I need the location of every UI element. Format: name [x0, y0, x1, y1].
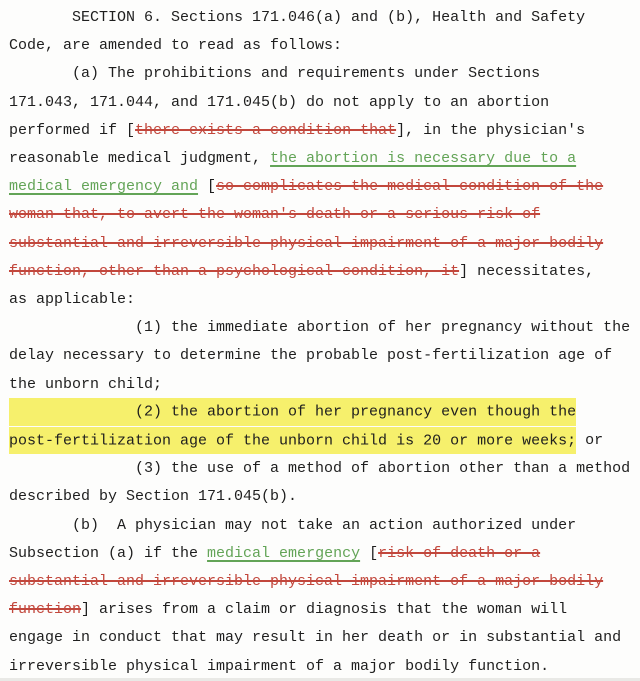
- text-run: the unborn child;: [9, 375, 163, 393]
- deleted-text-run: woman that, to avert the woman's death or a serious risk of: [9, 206, 541, 224]
- doc-line: [9, 314, 640, 342]
- inserted-text-run: medical emergency: [207, 544, 361, 562]
- highlighted-text-run: (2) the abortion of her pregnancy even though the: [9, 398, 576, 426]
- doc-line: [9, 117, 640, 145]
- doc-line: [9, 258, 640, 286]
- text-run: ] necessitates,: [459, 262, 595, 280]
- bill-text: [9, 4, 640, 681]
- text-run: described by Section 171.045(b).: [9, 488, 298, 506]
- text-run: [: [360, 544, 379, 562]
- text-run: performed if [: [9, 121, 136, 139]
- text-run: [: [198, 178, 217, 196]
- text-run: Subsection (a) if the: [9, 544, 208, 562]
- deleted-text-run: function, other than a psychological condition, it: [9, 262, 460, 280]
- deleted-text-run: so complicates the medical condition of the: [216, 178, 604, 196]
- doc-line: [9, 89, 640, 117]
- doc-line: [9, 427, 640, 455]
- highlighted-text-run: post-fertilization age of the unborn child is 20 or more weeks;: [9, 427, 576, 455]
- doc-line: [9, 483, 640, 511]
- text-run: (b) A physician may not take an action authorized under: [9, 516, 577, 534]
- doc-line: [9, 173, 640, 201]
- deleted-text-run: risk of death or a: [378, 544, 541, 562]
- doc-line: [9, 230, 640, 258]
- doc-line: [9, 60, 640, 88]
- inserted-text-run: the abortion is necessary due to a: [270, 150, 577, 168]
- doc-line: [9, 540, 640, 568]
- doc-line: [9, 624, 640, 652]
- doc-line: [9, 4, 640, 32]
- text-run: (a) The prohibitions and requirements under Sections: [9, 65, 541, 83]
- inserted-text-run: medical emergency and: [9, 178, 199, 196]
- deleted-text-run: there exists a condition that: [135, 121, 397, 139]
- deleted-text-run: substantial and irreversible physical impairment of a major bodily: [9, 573, 604, 591]
- doc-line: [9, 371, 640, 399]
- text-run: Code, are amended to read as follows:: [9, 37, 343, 55]
- doc-line: [9, 286, 640, 314]
- doc-line: [9, 201, 640, 229]
- doc-line: [9, 342, 640, 370]
- text-run: (1) the immediate abortion of her pregnancy without the: [9, 319, 631, 337]
- text-run: delay necessary to determine the probable post-fertilization age of: [9, 347, 613, 365]
- doc-line: [9, 455, 640, 483]
- text-run: or: [576, 432, 604, 450]
- text-run: 171.043, 171.044, and 171.045(b) do not apply to an abortion: [9, 93, 550, 111]
- text-run: engage in conduct that may result in her death or in substantial and: [9, 629, 622, 647]
- doc-line: [9, 568, 640, 596]
- text-run: SECTION 6. Sections 171.046(a) and (b), Health and Safety: [9, 9, 586, 26]
- text-run: irreversible physical impairment of a major bodily function.: [9, 657, 550, 675]
- doc-line: [9, 596, 640, 624]
- text-run: ] arises from a claim or diagnosis that the woman will: [81, 601, 568, 619]
- deleted-text-run: function: [9, 601, 82, 619]
- doc-line: [9, 653, 640, 681]
- doc-line: [9, 145, 640, 173]
- doc-line: [9, 512, 640, 540]
- text-run: (3) the use of a method of abortion other than a method: [9, 460, 631, 478]
- text-run: reasonable medical judgment,: [9, 150, 271, 168]
- doc-line: [9, 32, 640, 60]
- deleted-text-run: substantial and irreversible physical impairment of a major bodily: [9, 234, 604, 252]
- doc-line: [9, 399, 640, 427]
- text-run: as applicable:: [9, 291, 136, 309]
- text-run: ], in the physician's: [396, 121, 586, 139]
